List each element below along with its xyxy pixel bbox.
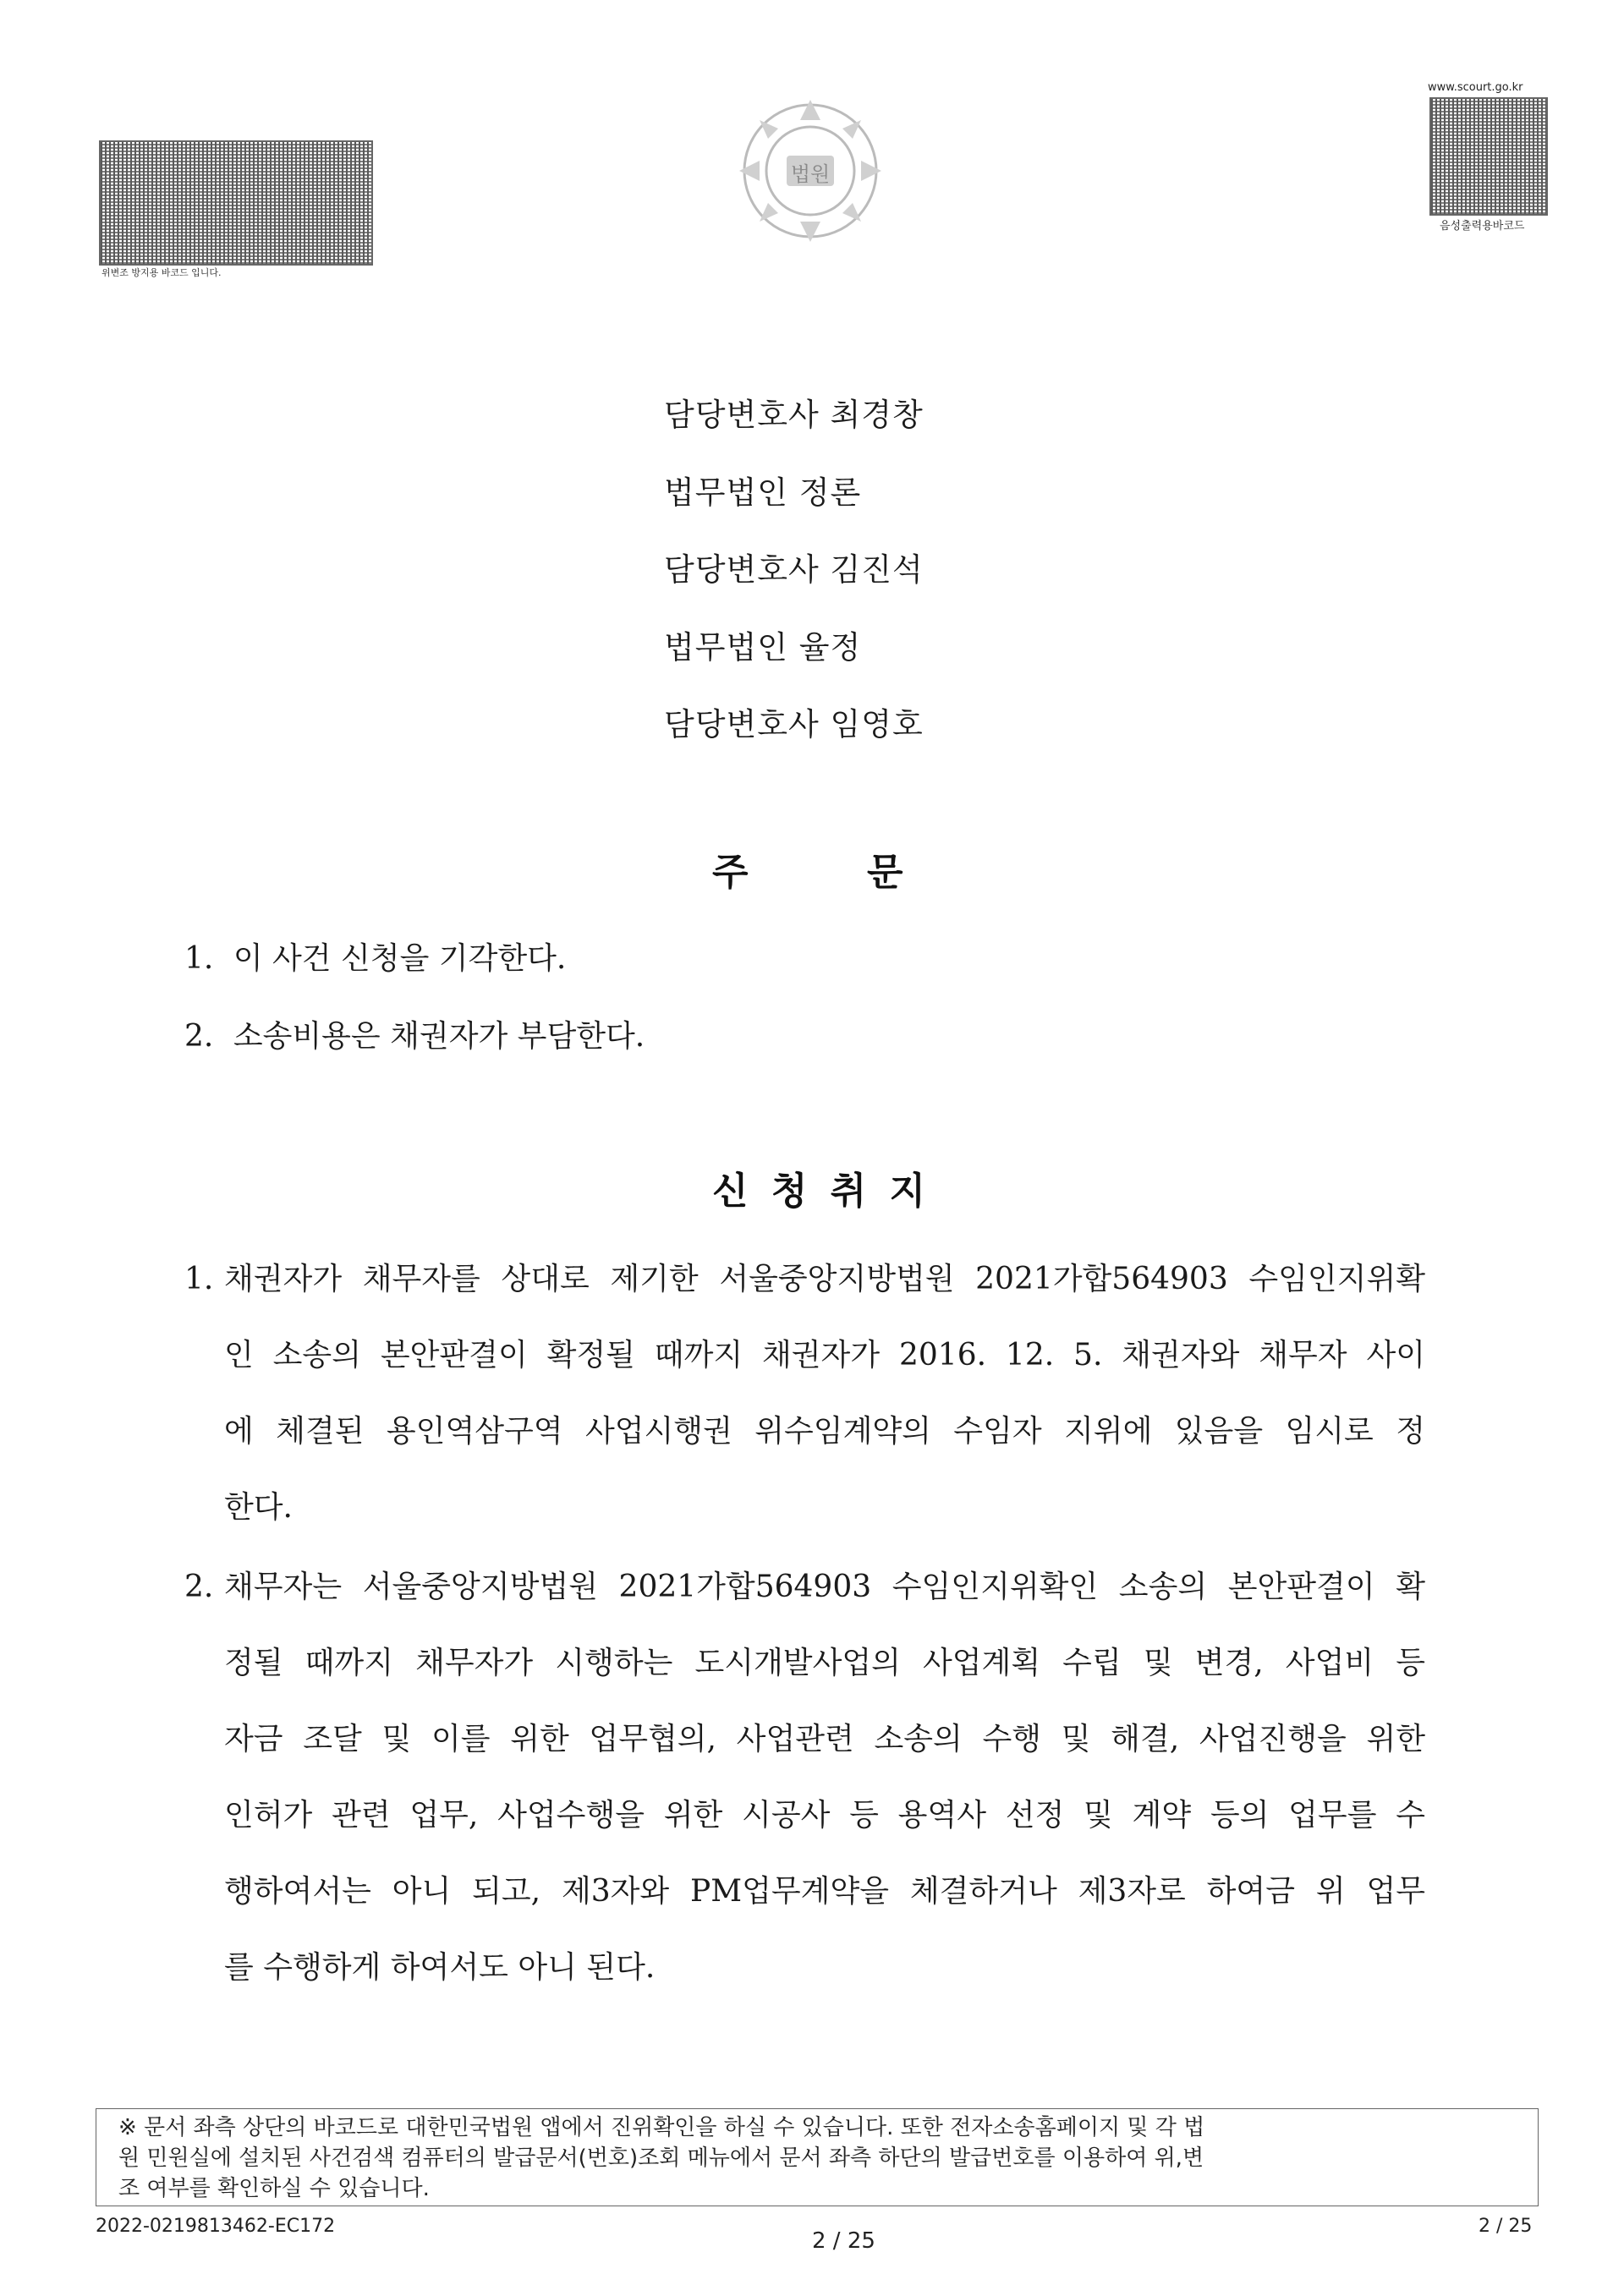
- item-number: 1.: [184, 1262, 214, 1296]
- item-number: 2.: [184, 1570, 214, 1604]
- item-text: 소송비용은 채권자가 부담한다.: [233, 1019, 645, 1054]
- authentication-barcode: [99, 140, 373, 266]
- audio-output-barcode: [1429, 97, 1548, 216]
- seal-text: 법원: [790, 162, 831, 186]
- counsel-line: 담당변호사 임영호: [664, 706, 924, 743]
- counsel-line: 담당변호사 김진석: [664, 551, 924, 588]
- text-line: 를 수행하게 하여서도 아니 된다.: [224, 1950, 656, 1985]
- main-order-heading-right: 문: [867, 851, 903, 894]
- text-line: 한다.: [224, 1490, 293, 1525]
- barcode-caption-right: 음성출력용바코드: [1440, 220, 1525, 233]
- application-item-1: [224, 1241, 1425, 1546]
- text-line: 자금 조달 및 이를 위한 업무협의, 사업관련 소송의 수행 및 해결, 사업진행을 위한: [224, 1722, 1425, 1756]
- application-item-2: [224, 1549, 1425, 2006]
- notice-line: 원 민원실에 설치된 사건검색 컴퓨터의 발급문서(번호)조회 메뉴에서 문서 좌측 하단의 발급번호를 이용하여 위,변: [118, 2145, 1204, 2171]
- item-number: 1.: [184, 941, 214, 976]
- text-line: 행하여서는 아니 되고, 제3자와 PM업무계약을 체결하거나 제3자로 하여금 위 업무: [224, 1874, 1425, 1909]
- page-number-right: 2 / 25: [1479, 2216, 1533, 2237]
- main-order-heading-left: 주: [712, 851, 749, 894]
- verification-notice: [96, 2108, 1539, 2206]
- barcode-caption-left: 위변조 방지용 바코드 입니다.: [102, 267, 222, 278]
- counsel-line: 담당변호사 최경창: [664, 397, 924, 433]
- text-line: 채무자는 서울중앙지방법원 2021가합564903 수임인지위확인 소송의 본안판결이 확: [224, 1570, 1425, 1604]
- issue-number: 2022-0219813462-EC172: [96, 2216, 336, 2237]
- main-order-item: [184, 934, 566, 978]
- text-line: 정될 때까지 채무자가 시행하는 도시개발사업의 사업계획 수립 및 변경, 사업비 등: [224, 1646, 1425, 1680]
- counsel-line: 법무법인 정론: [664, 474, 862, 511]
- page-number-center: 2 / 25: [812, 2228, 875, 2254]
- text-line: 인허가 관련 업무, 사업수행을 위한 시공사 등 용역사 선정 및 계약 등의 업무를 수: [224, 1798, 1425, 1833]
- counsel-line: 법무법인 율정: [664, 628, 862, 666]
- text-line: 인 소송의 본안판결이 확정될 때까지 채권자가 2016. 12. 5. 채권자와 채무자 사이: [224, 1338, 1425, 1373]
- notice-line: ※ 문서 좌측 상단의 바코드로 대한민국법원 앱에서 진위확인을 하실 수 있습니다. 또한 전자소송홈페이지 및 각 법: [118, 2115, 1205, 2140]
- counsel-list: [664, 376, 924, 764]
- court-url: www.scourt.go.kr: [1428, 81, 1523, 94]
- text-line: 에 체결된 용인역삼구역 사업시행권 위수임계약의 수임자 지위에 있음을 임시로 정: [224, 1414, 1425, 1449]
- item-text: 이 사건 신청을 기각한다.: [233, 941, 567, 976]
- notice-line: 조 여부를 확인하실 수 있습니다.: [118, 2176, 430, 2201]
- text-line: 채권자가 채무자를 상대로 제기한 서울중앙지방법원 2021가합564903 수임인지위확: [224, 1262, 1425, 1296]
- item-number: 2.: [184, 1019, 214, 1054]
- application-heading: 신 청 취 지: [712, 1170, 930, 1213]
- main-order-item: [184, 1012, 645, 1055]
- court-seal-icon: [734, 95, 886, 247]
